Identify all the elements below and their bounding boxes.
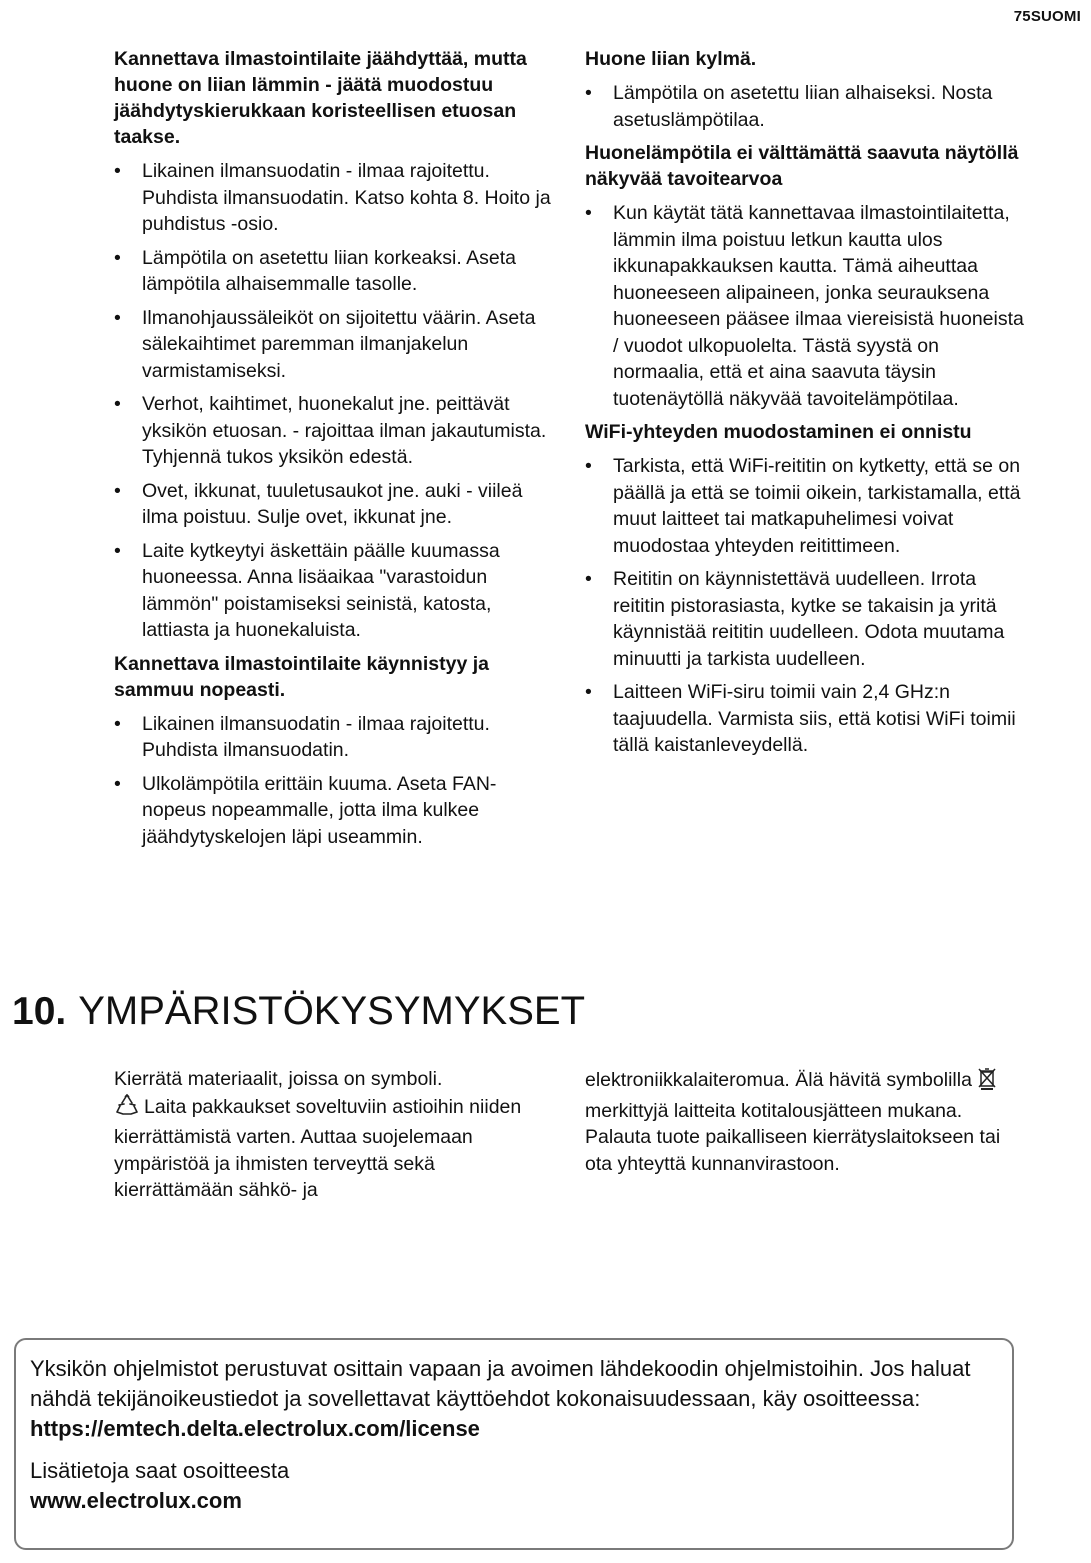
section-heading: Kannettava ilmastointilaite jäähdyttää, mutta huone on liian lämmin - jäätä muodostuu jäähdytyskierukkaan koristeellisen etuosan taakse. <box>114 48 527 148</box>
environment-text: elektroniikkalaiteromua. Älä hävitä symbolilla <box>585 1069 972 1091</box>
list-item: • Kun käytät tätä kannettavaa ilmastointilaitetta, lämmin ilma poistuu letkun kautta ulos ikkunapakkauksen kautta. Tämä aiheuttaa huoneeseen alipaineen, jonka seurauksena huoneeseen pääsee ilmaa viereisistä huoneista / vuodot ulkopuolelta. Tästä syystä on normaalia, että et aina saavuta täysin tuotenäytöllä näkyvää tavoitelämpötilaa. <box>585 202 1024 410</box>
list-item: • Ilmanohjaussäleiköt on sijoitettu väärin. Aseta sälekaihtimet paremman ilmanjakelun varmistamiseksi. <box>114 306 536 382</box>
section-title-text: YMPÄRISTÖKYSYMYKSET <box>78 989 585 1033</box>
bullet-list <box>114 158 554 644</box>
bullet-list <box>585 200 1025 412</box>
bullet-list <box>114 711 554 851</box>
left-column <box>114 46 554 857</box>
section-heading: Kannettava ilmastointilaite käynnistyy ja sammuu nopeasti. <box>114 652 489 701</box>
license-url-link[interactable]: https://emtech.delta.electrolux.com/license <box>30 1416 480 1441</box>
environment-text: Kierrätä materiaalit, joissa on symboli. <box>114 1068 443 1090</box>
license-text: Yksikön ohjelmistot perustuvat osittain vapaan ja avoimen lähdekoodin ohjelmistoihin. Jos haluat nähdä tekijänoikeustiedot ja sovellettavat käyttöehdot kokonaisuudessaan, käy osoitteessa: <box>30 1356 971 1411</box>
environment-text-right <box>585 1066 1005 1177</box>
section-heading: Huone liian kylmä. <box>585 48 757 70</box>
section-title <box>12 985 585 1038</box>
website-link[interactable]: www.electrolux.com <box>30 1488 242 1513</box>
list-item: • Ovet, ikkunat, tuuletusaukot jne. auki - viileä ilma poistuu. Sulje ovet, ikkunat jne. <box>114 479 523 528</box>
list-item: • Laite kytkeytyi äskettäin päälle kuumassa huoneessa. Anna lisäaikaa "varastoidun lämmön" poistamiseksi seinistä, katosta, lattiasta ja huonekaluista. <box>114 539 500 641</box>
more-info-text: Lisätietoja saat osoitteesta <box>30 1458 290 1483</box>
list-item: • Verhot, kaihtimet, huonekalut jne. peittävät yksikön etuosan. - rajoittaa ilman jakautumista. Tyhjennä tukos yksikön edestä. <box>114 393 547 468</box>
section-heading: Huonelämpötila ei välttämättä saavuta näytöllä näkyvää tavoitearvoa <box>585 142 1019 190</box>
section-heading: WiFi-yhteyden muodostaminen ei onnistu <box>585 421 972 443</box>
environment-text: Laita pakkaukset soveltuviin astioihin niiden kierrättämistä varten. Auttaa suojelemaan ympäristöä ja ihmisten terveyttä sekä kierrättämään sähkö- ja <box>114 1095 522 1201</box>
list-item: • Tarkista, että WiFi-reititin on kytketty, että se on päällä ja että se toimii oikein, tarkistamalla, että muut laitteet tai matkapuhelimesi voivat muodostaa yhteyden reitittimeen. <box>585 455 1021 557</box>
right-column <box>585 46 1025 766</box>
list-item: • Laitteen WiFi-siru toimii vain 2,4 GHz:n taajuudella. Varmista siis, että kotisi WiFi toimii tällä kaistanleveydellä. <box>585 681 1016 756</box>
list-item: • Likainen ilmansuodatin - ilmaa rajoitettu. Puhdista ilmansuodatin. <box>114 712 490 761</box>
page-number-label: 75SUOMI <box>1013 8 1081 25</box>
environment-text-left <box>114 1066 534 1204</box>
license-notice-box <box>14 1338 1014 1550</box>
section-number: 10. <box>12 990 67 1033</box>
list-item: • Likainen ilmansuodatin - ilmaa rajoitettu. Puhdista ilmansuodatin. Katso kohta 8. Hoito ja puhdistus -osio. <box>114 160 551 235</box>
crossed-bin-icon <box>977 1066 997 1098</box>
list-item: • Reititin on käynnistettävä uudelleen. Irrota reititin pistorasiasta, kytke se takaisin ja yritä käynnistää reititin uudelleen. Odota muutama minuutti ja tarkista uudelleen. <box>585 568 1005 670</box>
list-item: • Lämpötila on asetettu liian korkeaksi. Aseta lämpötila alhaisemmalle tasolle. <box>114 246 516 295</box>
environment-text: merkittyjä laitteita kotitalousjätteen mukana. Palauta tuote paikalliseen kierrätyslaitokseen tai ota yhteyttä kunnanvirastoon. <box>585 1099 1001 1175</box>
recycle-icon <box>114 1093 140 1125</box>
list-item: • Lämpötila on asetettu liian alhaiseksi. Nosta asetuslämpötilaa. <box>585 82 993 131</box>
list-item: • Ulkolämpötila erittäin kuuma. Aseta FAN-nopeus nopeammalle, jotta ilma kulkee jäähdytyskelojen läpi useammin. <box>114 772 497 848</box>
bullet-list <box>585 80 1025 133</box>
bullet-list <box>585 453 1025 759</box>
